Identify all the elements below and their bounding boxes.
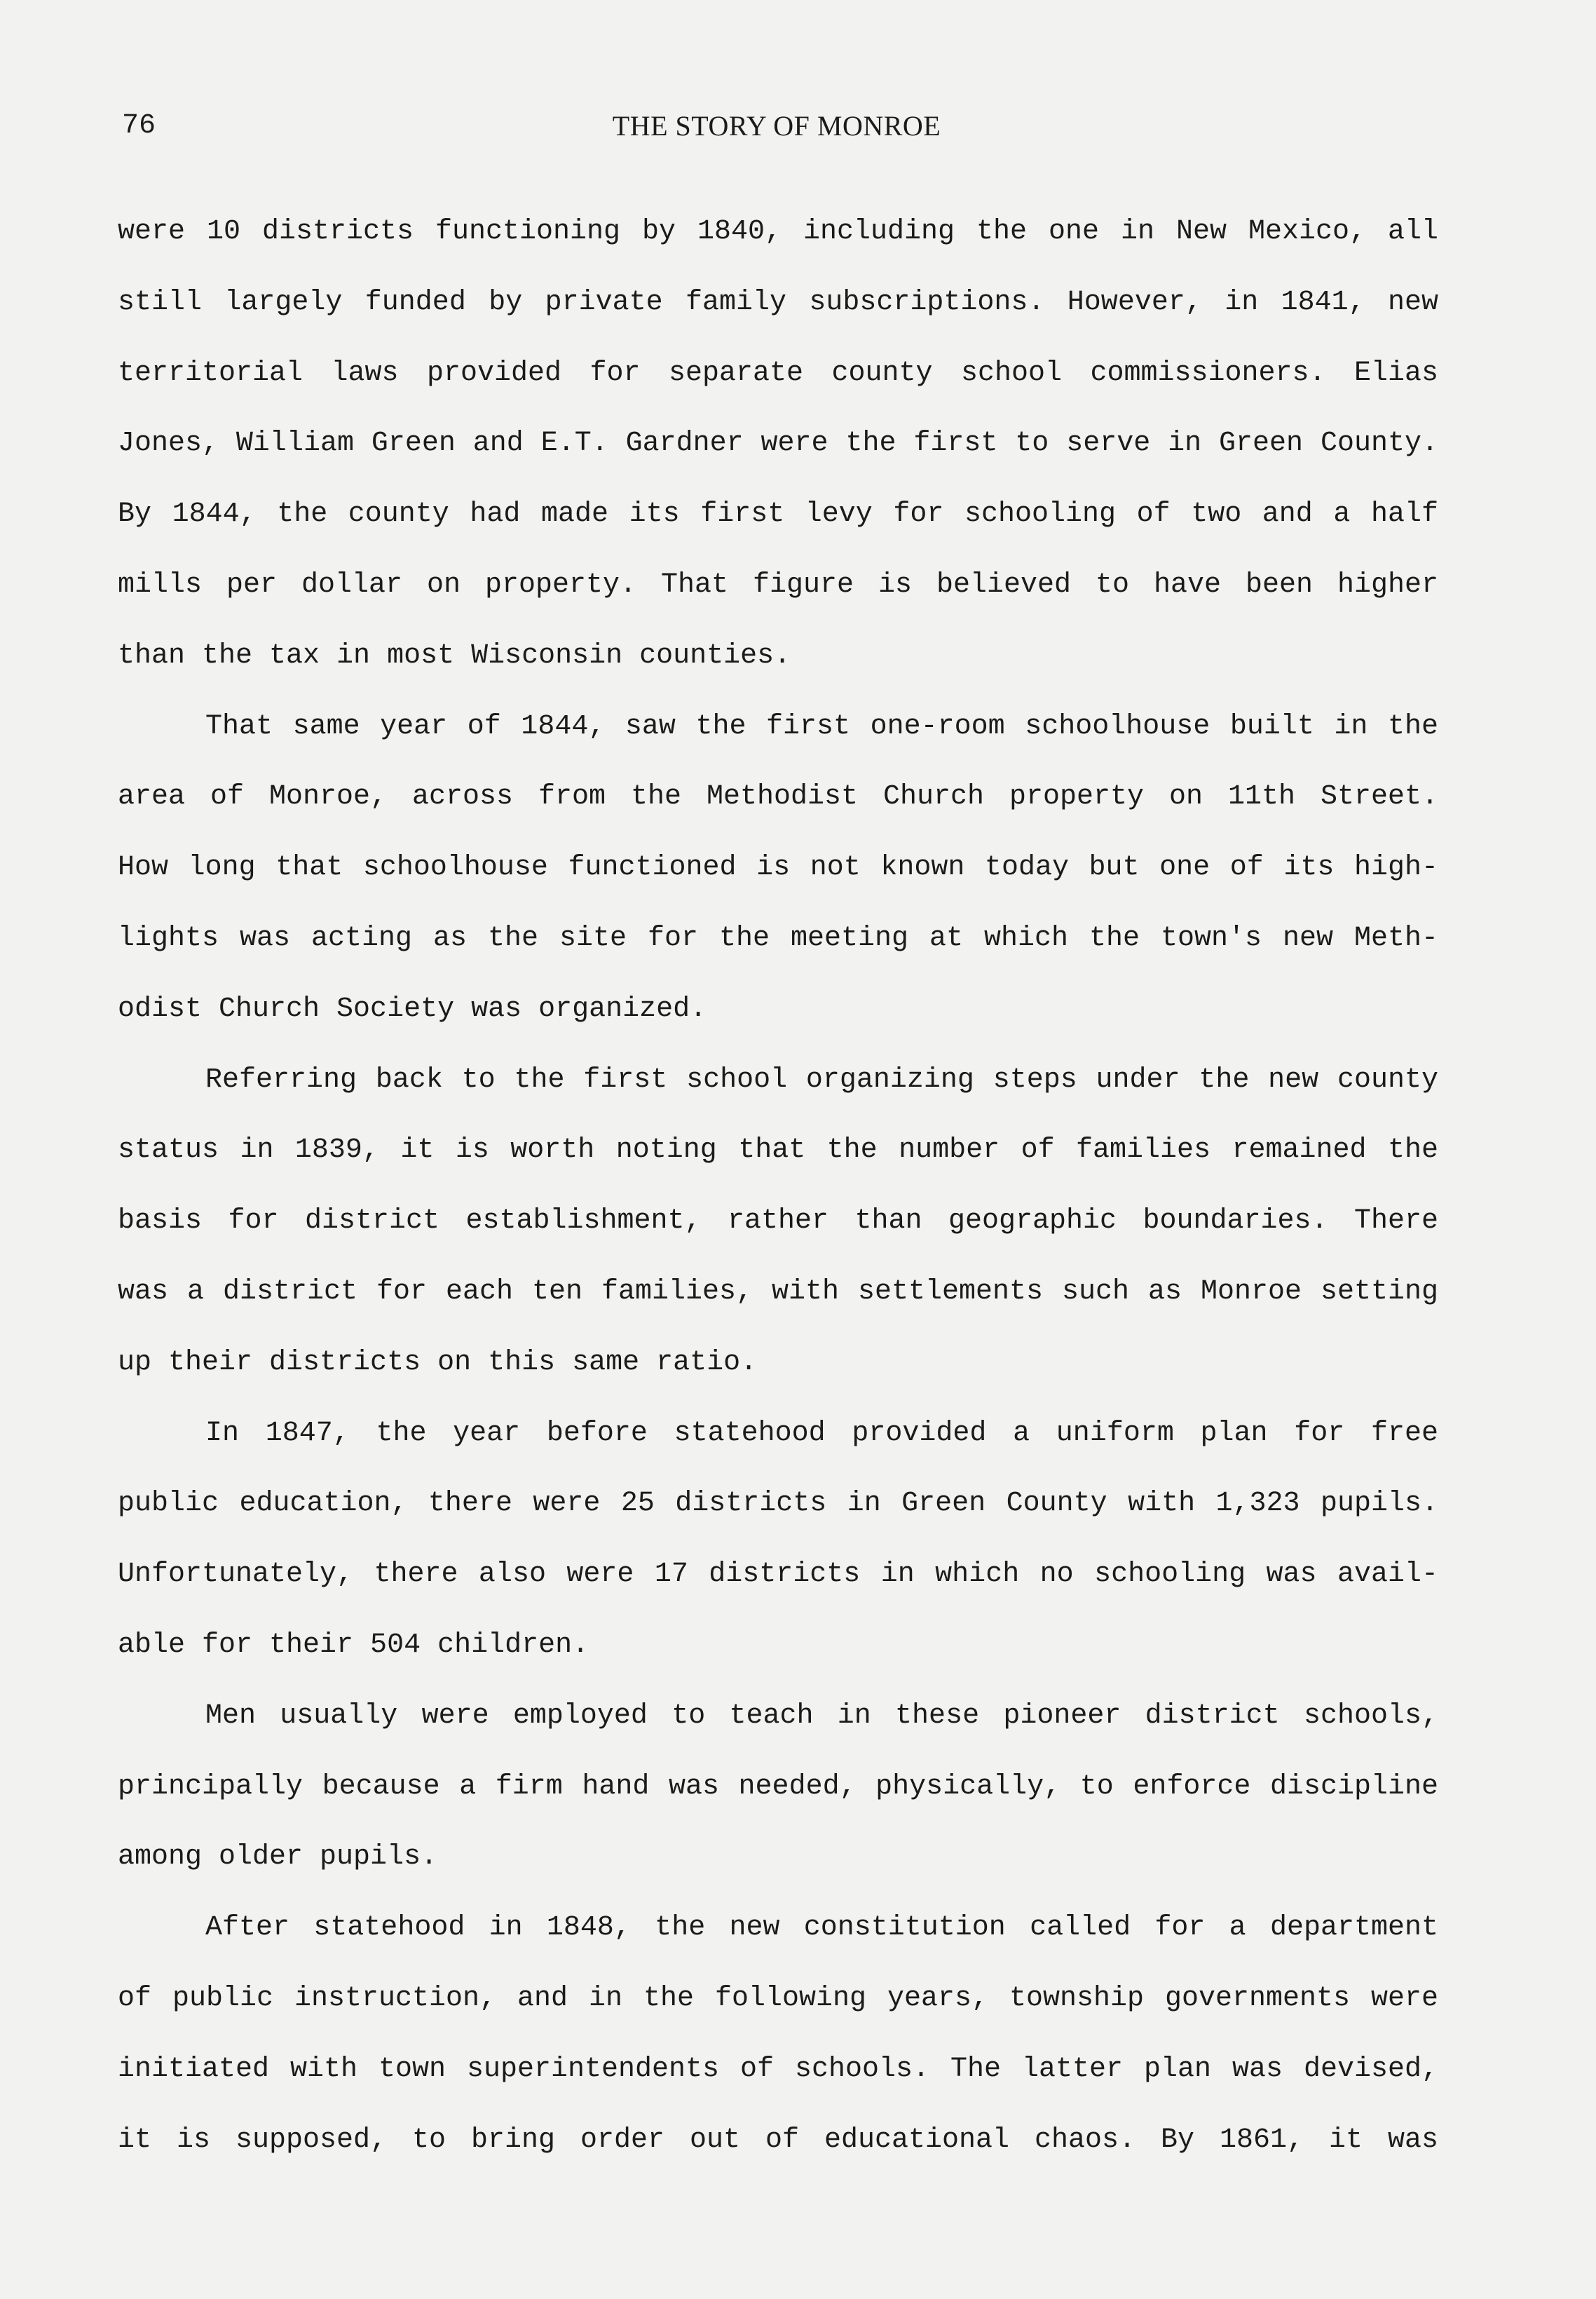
text-line: Referring back to the first school organizing steps under the new county: [205, 1064, 1438, 1096]
text-line: was a district for each ten families, with settlements such as Monroe setting: [118, 1275, 1438, 1308]
text-line: still largely funded by private family subscriptions. However, in 1841, new: [118, 286, 1438, 318]
text-line: area of Monroe, across from the Methodist Church property on 11th Street.: [118, 781, 1438, 813]
body-text: [118, 210, 1438, 2189]
text-line: Men usually were employed to teach in these pioneer district schools,: [205, 1700, 1438, 1732]
text-line: it is supposed, to bring order out of educational chaos. By 1861, it was: [118, 2124, 1438, 2156]
text-line: After statehood in 1848, the new constitution called for a department: [205, 1912, 1438, 1944]
text-line: initiated with town superintendents of schools. The latter plan was devised,: [118, 2053, 1438, 2085]
text-line: up their districts on this same ratio.: [118, 1346, 758, 1378]
text-line: of public instruction, and in the following years, township governments were: [118, 1982, 1438, 2014]
text-line: able for their 504 children.: [118, 1629, 589, 1661]
running-head: [118, 105, 1435, 147]
text-line: were 10 districts functioning by 1840, including the one in New Mexico, all: [118, 216, 1438, 247]
text-line: lights was acting as the site for the meeting at which the town's new Meth-: [118, 922, 1438, 954]
page-number: 76: [122, 110, 156, 142]
text-line: basis for district establishment, rather than geographic boundaries. There: [118, 1205, 1438, 1237]
text-line: mills per dollar on property. That figure is believed to have been higher: [118, 569, 1438, 601]
text-line: odist Church Society was organized.: [118, 993, 707, 1025]
text-line: That same year of 1844, saw the first one-room schoolhouse built in the: [205, 710, 1438, 742]
text-line: principally because a firm hand was needed, physically, to enforce discipline: [118, 1770, 1438, 1803]
text-line: In 1847, the year before statehood provided a uniform plan for free: [205, 1417, 1438, 1449]
text-line: Unfortunately, there also were 17 districts in which no schooling was avail-: [118, 1559, 1438, 1591]
text-line: status in 1839, it is worth noting that the number of families remained the: [118, 1134, 1438, 1167]
text-line: than the tax in most Wisconsin counties.: [118, 639, 791, 672]
text-line: Jones, William Green and E.T. Gardner were the first to serve in Green County.: [118, 428, 1438, 460]
text-line: among older pupils.: [118, 1841, 438, 1873]
text-line: public education, there were 25 districts in Green County with 1,323 pupils.: [118, 1488, 1438, 1520]
text-line: How long that schoolhouse functioned is not known today but one of its high-: [118, 852, 1438, 884]
text-line: By 1844, the county had made its first levy for schooling of two and a half: [118, 499, 1438, 531]
text-line: territorial laws provided for separate county school commissioners. Elias: [118, 357, 1438, 389]
running-title: THE STORY OF MONROE: [612, 110, 941, 142]
